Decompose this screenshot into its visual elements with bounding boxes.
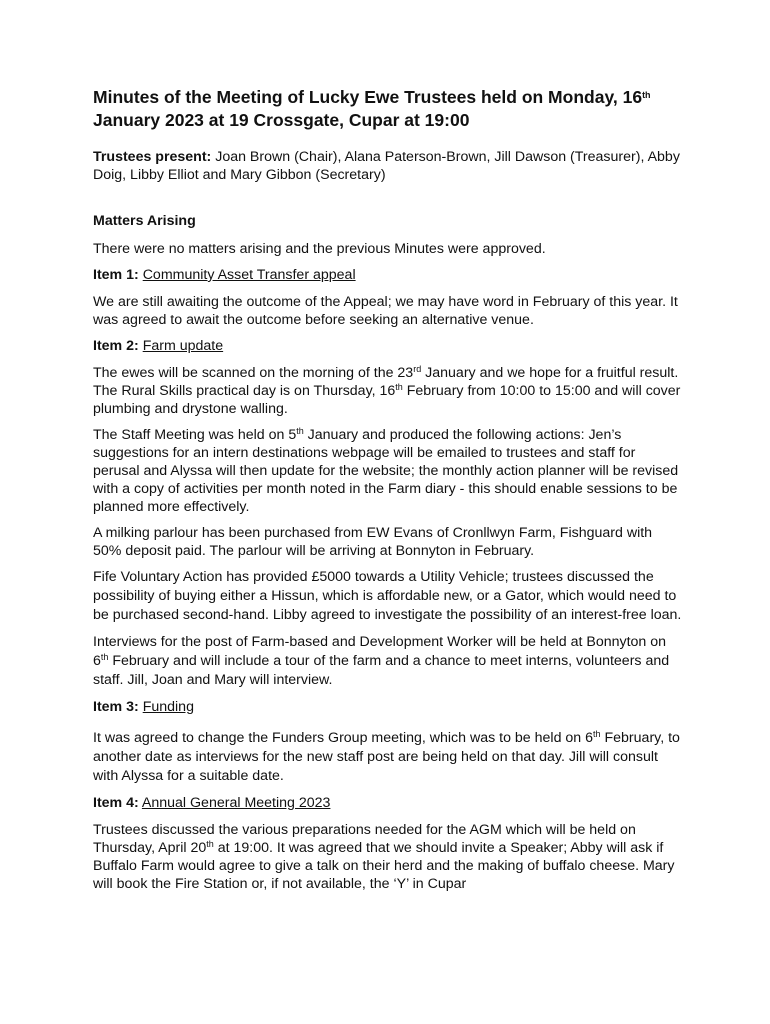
trustees-present: Trustees present: Joan Brown (Chair), Alana Paterson-Brown, Jill Dawson (Treasurer), Abby Doig, Libby Elliot and Mary Gibbon (Secretary) [93,149,680,183]
minutes-document [93,86,683,901]
matters-arising-text: There were no matters arising and the previous Minutes were approved. [93,241,546,257]
item-2-heading: Item 2: Farm update [93,338,224,354]
item-1-text: We are still awaiting the outcome of the Appeal; we may have word in February of this year. It was agreed to await the outcome before seeking an alternative venue. [93,294,678,328]
item-2-paragraph-1: The ewes will be scanned on the morning of the 23rd January and we hope for a fruitful result. The Rural Skills practical day is on Thursday, 16th February from 10:00 to 15:00 and will cover plumbing and drystone walling. [93,364,681,417]
matters-arising-heading: Matters Arising [93,213,196,229]
item-3-paragraph-1: It was agreed to change the Funders Group meeting, which was to be held on 6th February, to another date as interviews for the new staff post are being held on that day. Jill will consult with Alyssa for a suitable date. [93,729,680,784]
item-2-paragraph-4: Fife Voluntary Action has provided £5000 towards a Utility Vehicle; trustees discussed the possibility of buying either a Hissun, which is affordable new, or a Gator, which would need to be purchased second-hand. Libby agreed to investigate the possibility of an interest-free loan. [93,569,682,623]
item-2-paragraph-5: Interviews for the post of Farm-based and Development Worker will be held at Bonnyton on 6th February and will include a tour of the farm and a chance to meet interns, volunteers and staff. Jill, Joan and Mary will interview. [93,634,670,688]
item-1-heading: Item 1: Community Asset Transfer appeal [93,267,356,283]
document-title: Minutes of the Meeting of Lucky Ewe Trustees held on Monday, 16th January 2023 at 19 Crossgate, Cupar at 19:00 [93,87,651,130]
item-4-heading: Item 4: Annual General Meeting 2023 [93,795,331,811]
item-3-heading: Item 3: Funding [93,699,194,715]
item-4-paragraph-1: Trustees discussed the various preparations needed for the AGM which will be held on Thursday, April 20th at 19:00. It was agreed that we should invite a Speaker; Abby will ask if Buffalo Farm would agree to give a talk on their herd and the making of buffalo cheese. Mary will book the Fire Station or, if not available, the ‘Y’ in Cupar [93,822,675,892]
item-2-paragraph-2: The Staff Meeting was held on 5th January and produced the following actions: Jen’s suggestions for an intern destinations webpage will be emailed to trustees and staff for perusal and Alyssa will then update for the website; the monthly action planner will be revised with a copy of activities per month noted in the Farm diary - this should enable sessions to be planned more effectively. [93,426,679,515]
trustees-present-label: Trustees present: [93,149,212,165]
item-2-paragraph-3: A milking parlour has been purchased from EW Evans of Cronllwyn Farm, Fishguard with 50% deposit paid. The parlour will be arriving at Bonnyton in February. [93,525,653,559]
